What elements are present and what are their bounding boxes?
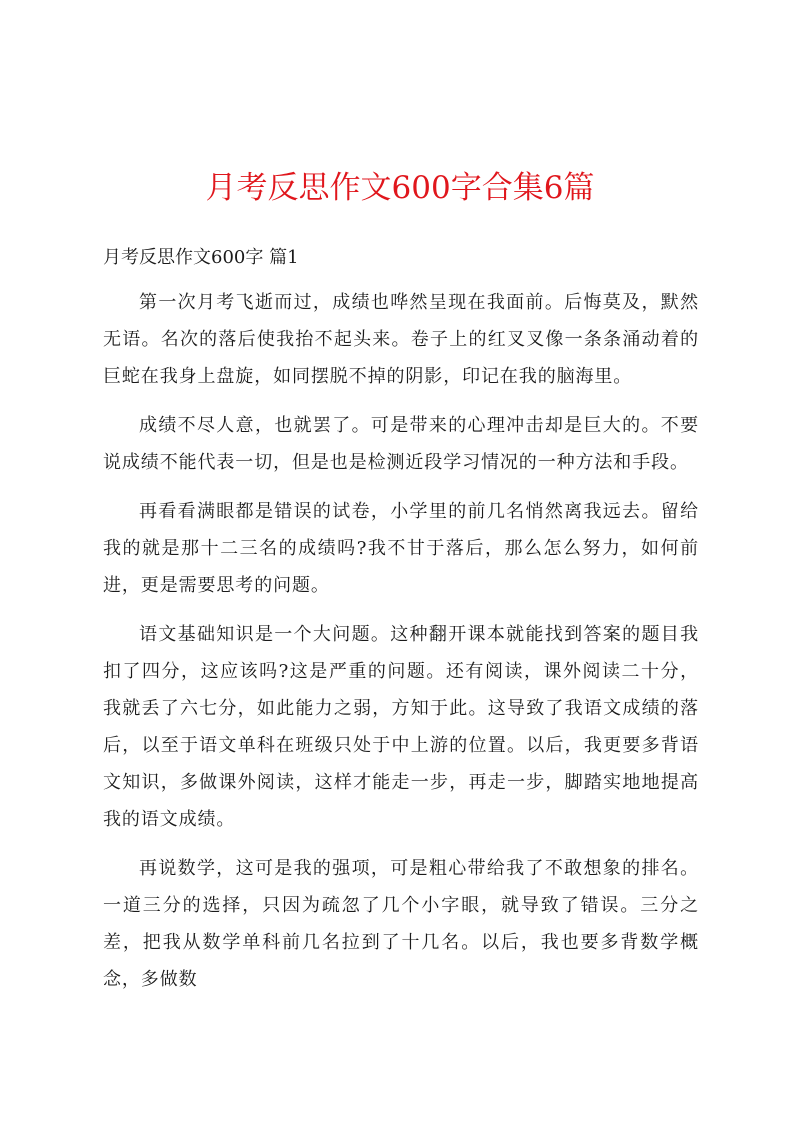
paragraph: 第一次月考飞逝而过，成绩也哗然呈现在我面前。后悔莫及，默然无语。名次的落后使我抬不起头来。卷子上的红叉叉像一条条涌动着的巨蛇在我身上盘旋，如同摆脱不掉的阴影，印记在我的脑海里。	[103, 292, 699, 387]
paragraph: 再说数学，这可是我的强项，可是粗心带给我了不敢想象的排名。一道三分的选择，只因为疏忽了几个小字眼，就导致了错误。三分之差，把我从数学单科前几名拉到了十几名。以后，我也要多背数学概念，多做数	[103, 858, 699, 990]
document-title: 月考反思作文600字合集6篇	[205, 170, 595, 206]
document-body	[103, 284, 699, 1010]
paragraph: 再看看满眼都是错误的试卷，小学里的前几名悄然离我远去。留给我的就是那十二三名的成绩吗?我不甘于落后，那么怎么努力，如何前进，更是需要思考的问题。	[103, 501, 699, 596]
paragraph: 成绩不尽人意，也就罢了。可是带来的心理冲击却是巨大的。不要说成绩不能代表一切，但是也是检测近段学习情况的一种方法和手段。	[103, 415, 699, 473]
section-heading: 月考反思作文600字 篇1	[103, 247, 299, 268]
paragraph: 语文基础知识是一个大问题。这种翻开课本就能找到答案的题目我扣了四分，这应该吗?这是严重的问题。还有阅读，课外阅读二十分，我就丢了六七分，如此能力之弱，方知于此。这导致了我语文成绩的落后，以至于语文单科在班级只处于中上游的位置。以后，我更要多背语文知识，多做课外阅读，这样才能走一步，再走一步，脚踏实地地提高我的语文成绩。	[103, 624, 699, 830]
